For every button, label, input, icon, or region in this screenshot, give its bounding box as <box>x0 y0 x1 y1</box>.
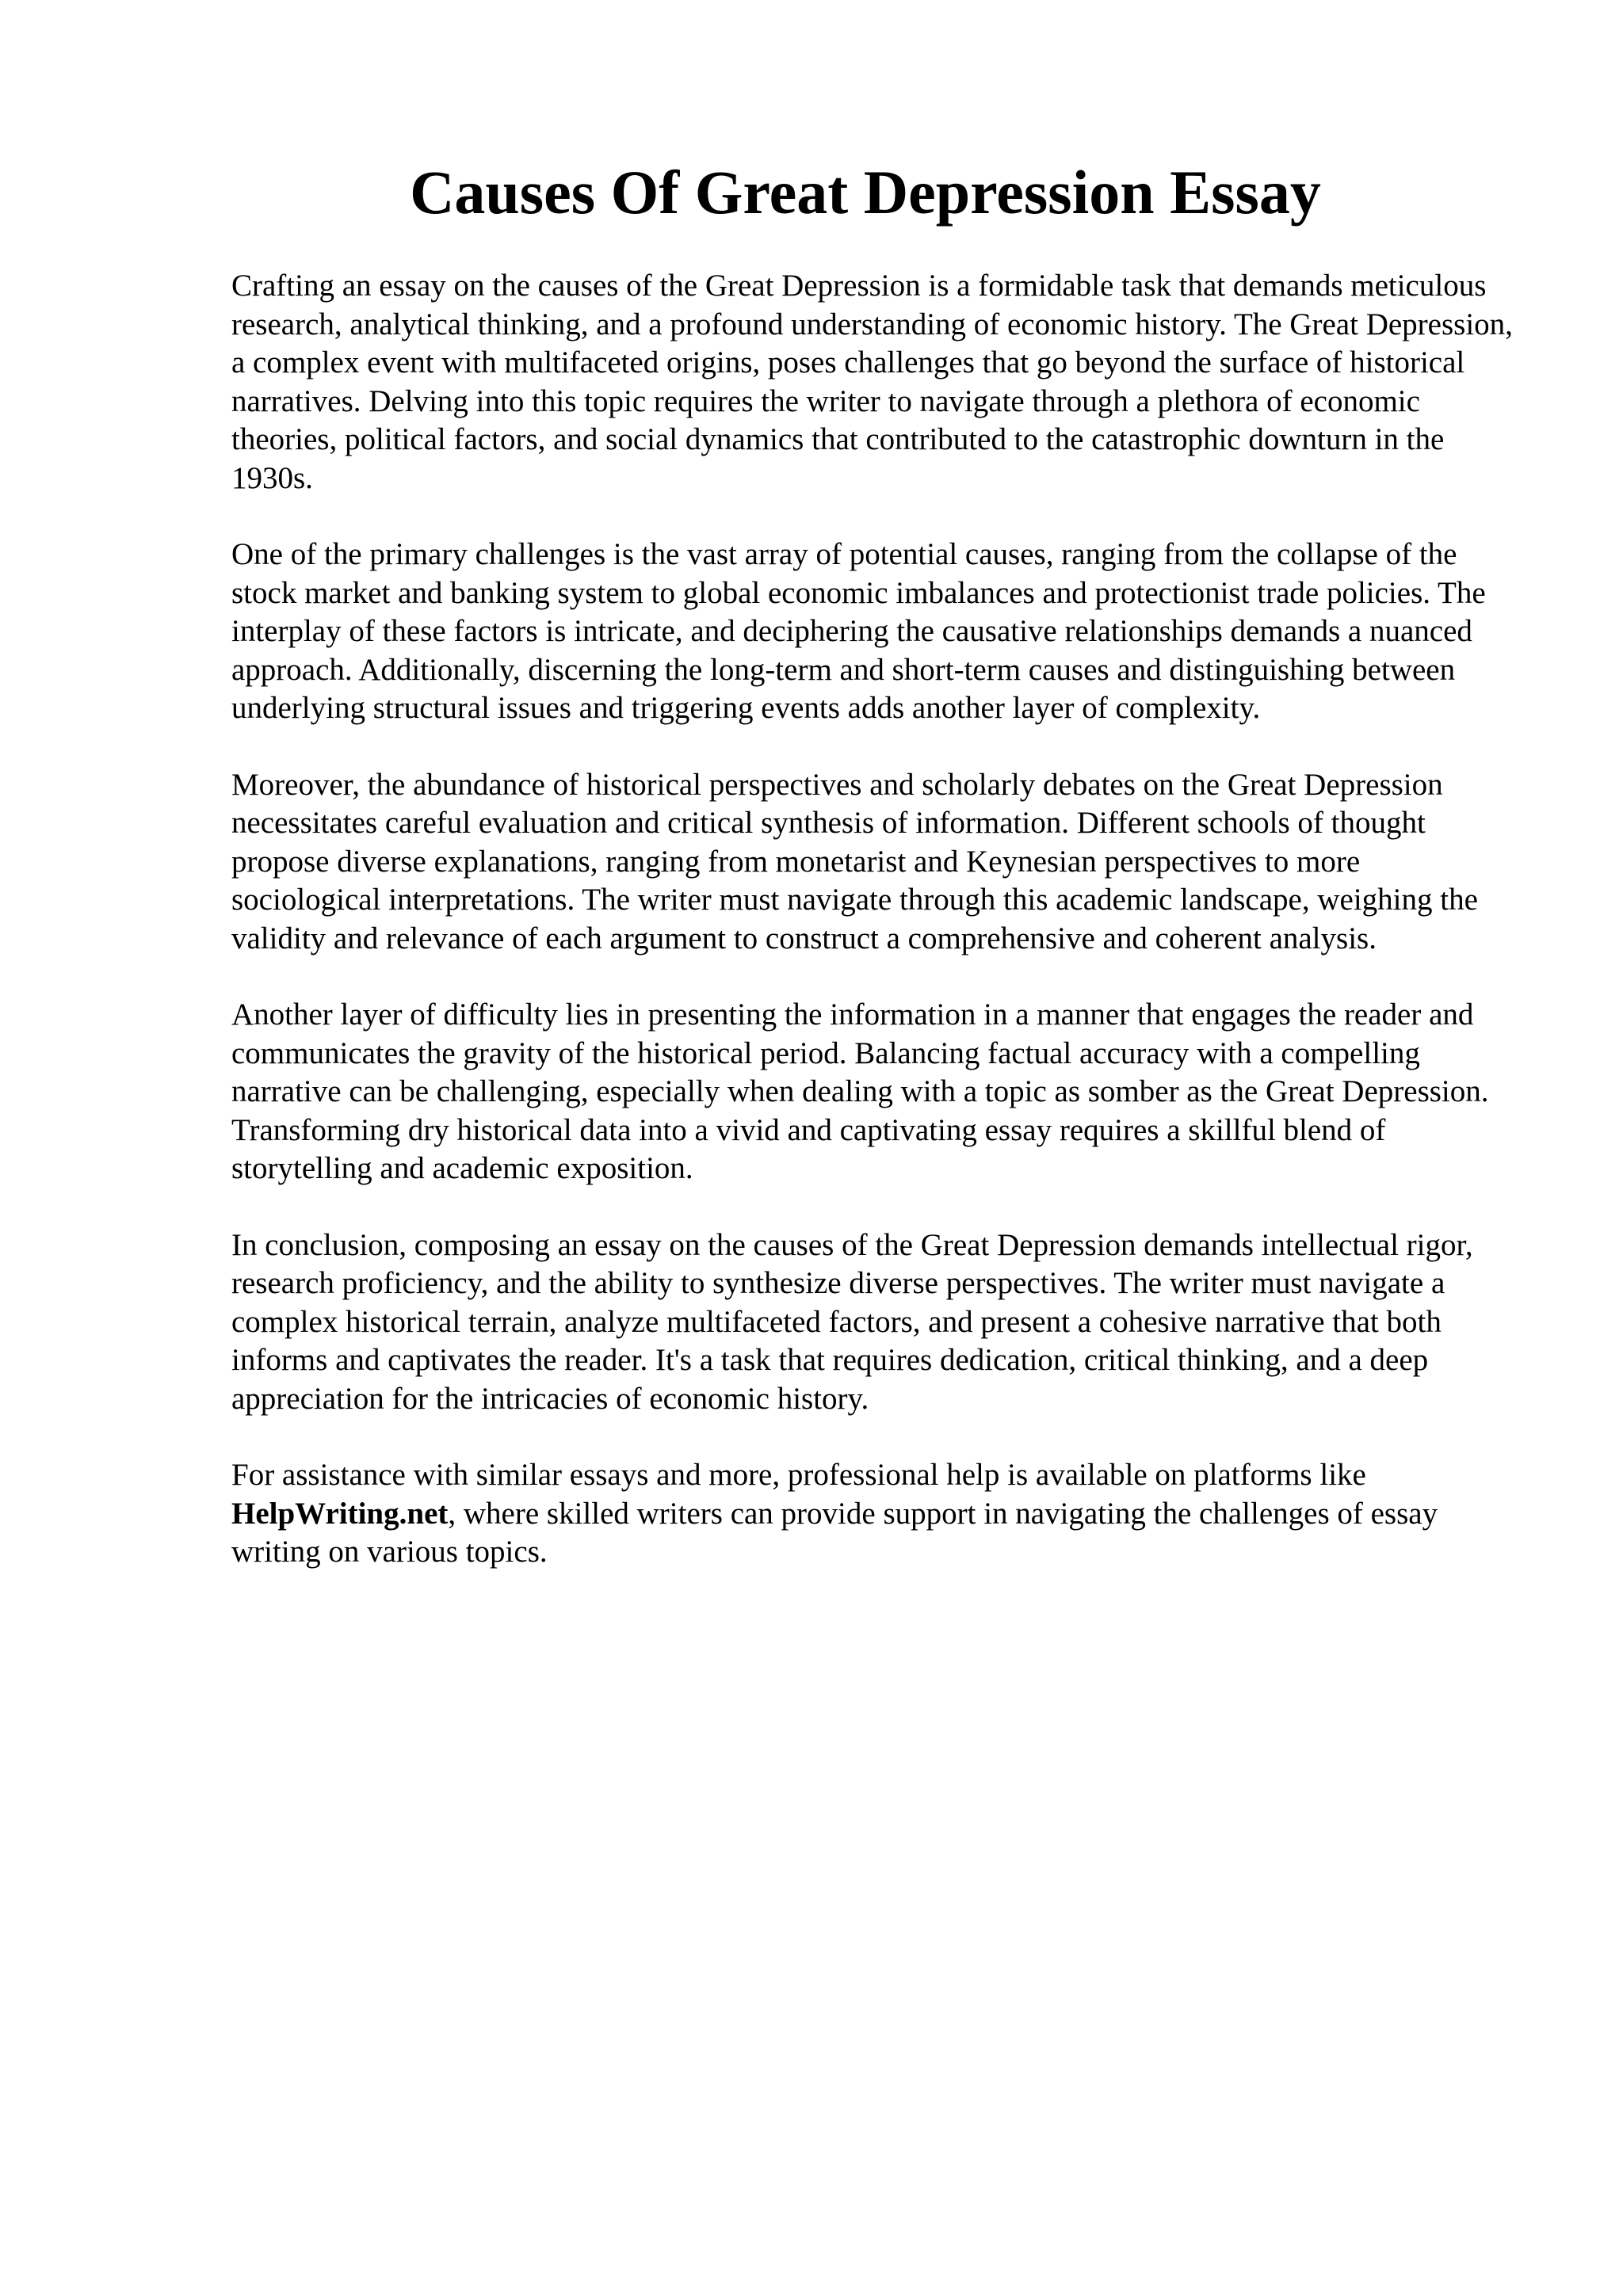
closing-text-before-link: For assistance with similar essays and more, professional help is available on platforms like <box>231 1458 1366 1492</box>
page-title: Causes Of Great Depression Essay <box>410 158 1321 227</box>
essay-body <box>231 267 1515 1610</box>
paragraph-1: Crafting an essay on the causes of the Great Depression is a formidable task that demands meticulous research, analytical thinking, and a profound understanding of economic history. The Great Depression, a complex event with multifaceted origins, poses challenges that go beyond the surface of historical narratives. Delving into this topic requires the writer to navigate through a plethora of economic theories, political factors, and social dynamics that contributed to the catastrophic downturn in the 1930s. <box>231 269 1513 495</box>
closing-text-after-link: , where skilled writers can provide support in navigating the challenges of essay writing on various topics. <box>231 1496 1438 1569</box>
paragraph-5: In conclusion, composing an essay on the causes of the Great Depression demands intellectual rigor, research proficiency, and the ability to synthesize diverse perspectives. The writer must navigate a complex historical terrain, analyze multifaceted factors, and present a cohesive narrative that both informs and captivates the reader. It's a task that requires dedication, critical thinking, and a deep appreciation for the intricacies of economic history. <box>231 1227 1473 1416</box>
paragraph-2: One of the primary challenges is the vast array of potential causes, ranging from the collapse of the stock market and banking system to global economic imbalances and protectionist trade policies. The interplay of these factors is intricate, and deciphering the causative relationships demands a nuanced approach. Additionally, discerning the long-term and short-term causes and distinguishing between underlying structural issues and triggering events adds another layer of complexity. <box>231 537 1486 725</box>
paragraph-3: Moreover, the abundance of historical perspectives and scholarly debates on the Great Depression necessitates careful evaluation and critical synthesis of information. Different schools of thought propose diverse explanations, ranging from monetarist and Keynesian perspectives to more sociological interpretations. The writer must navigate through this academic landscape, weighing the validity and relevance of each argument to construct a comprehensive and coherent analysis. <box>231 767 1478 955</box>
closing-paragraph <box>231 1456 1515 1572</box>
helpwriting-link[interactable]: HelpWriting.net <box>231 1496 449 1531</box>
paragraph-4: Another layer of difficulty lies in presenting the information in a manner that engages the reader and communicates the gravity of the historical period. Balancing factual accuracy with a compelling narrative can be challenging, especially when dealing with a topic as somber as the Great Depression. Transforming dry historical data into a vivid and captivating essay requires a skillful blend of storytelling and academic exposition. <box>231 997 1489 1185</box>
